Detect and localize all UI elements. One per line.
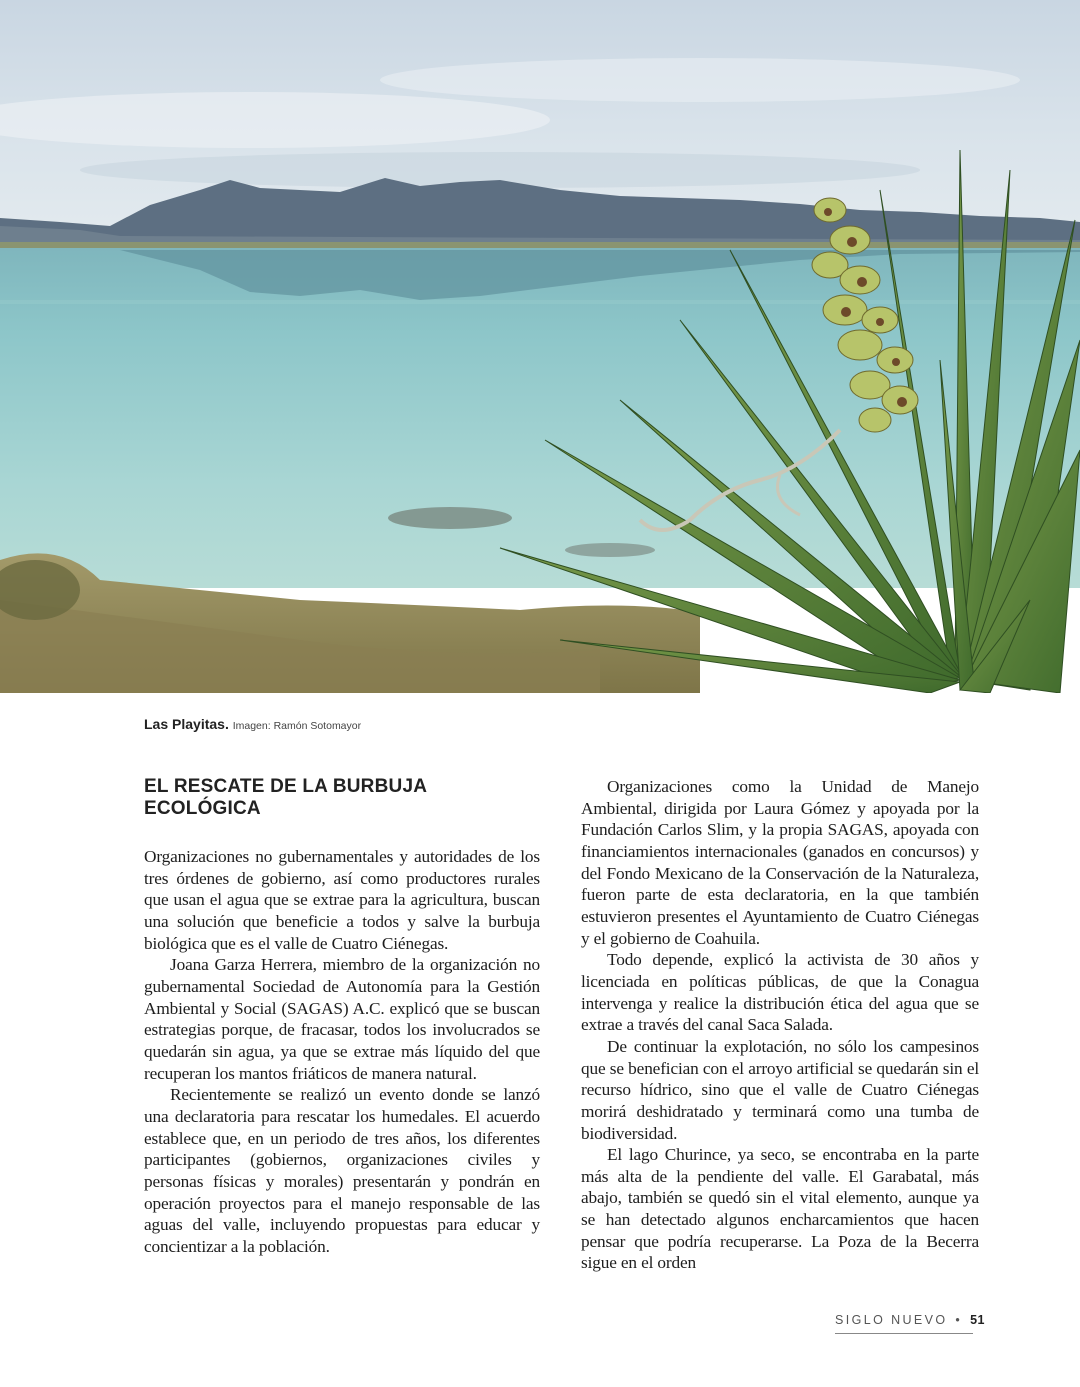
paragraph: El lago Churince, ya seco, se encontraba en la parte más alta de la pendiente del valle. El Garabatal, más abajo, también se quedó sin el vital elemento, aunque ya se han detectado algunos encharcamientos que hacen pensar que podría recuperarse. La Poza de la Becerra sigue en el orden (581, 1145, 979, 1273)
article-headline: EL RESCATE DE LA BURBUJA ECOLÓGICA (144, 776, 427, 819)
page-number: 51 (970, 1313, 985, 1327)
paragraph: Todo depende, explicó la activista de 30 años y licenciada en políticas públicas, de que la Conagua intervenga y realice la distribución ética del agua que se extrae a través del canal Saca Salada. (581, 950, 979, 1035)
caption-credit: Imagen: Ramón Sotomayor (232, 720, 362, 732)
caption-place: Las Playitas. (144, 716, 229, 732)
paragraph: Recientemente se realizó un evento donde se lanzó una declaratoria para rescatar los humedales. El acuerdo establece que, en un periodo de tres años, los diferentes participantes (gobiernos, organizaciones civiles y personas físicas y morales) presentarán y pondrán en operación proyectos para el manejo responsable de las aguas del valle, incluyendo propuestas para educar y concientizar a la población. (144, 1085, 540, 1256)
photo-caption (144, 716, 361, 732)
magazine-name: SIGLO NUEVO (835, 1313, 948, 1327)
paragraph: Organizaciones como la Unidad de Manejo Ambiental, dirigida por Laura Gómez y apoyada por la Fundación Carlos Slim, y la propia SAGAS, apoyada con financiamientos internacionales (ganados en concursos) y del Fondo Mexicano de la Conservación de la Naturaleza, fueron parte de esta declaratoria, en la que también estuvieron presentes el Ayuntamiento de Cuatro Ciénegas y el gobierno de Coahuila. (581, 777, 979, 948)
paragraph: De continuar la explotación, no sólo los campesinos que se benefician con el arroyo artificial se quedarán sin el recurso hídrico, sino que el valle de Cuatro Ciénegas morirá deshidratado y terminará como una tumba de biodiversidad. (581, 1036, 979, 1143)
paragraph: Joana Garza Herrera, miembro de la organización no gubernamental Sociedad de Autonomía para la Gestión Ambiental y Social (SAGAS) A.C. explicó que se buscan estrategias porque, de fracasar, todos los involucrados se quedarán sin agua, ya que se extrae más líquido del que recuperan los mantos friáticos de manera natural. (144, 955, 540, 1083)
landscape-photo (0, 0, 1080, 693)
paragraph: Organizaciones no gubernamentales y autoridades de los tres órdenes de gobierno, así como productores rurales que usan el agua que se extrae para la agricultura, buscan una solución que beneficie a todos y salve la burbuja biológica que es el valle de Cuatro Ciénegas. (144, 847, 540, 953)
left-column (144, 776, 540, 1257)
footer-separator: • (955, 1313, 963, 1327)
right-column (581, 776, 979, 1274)
page-footer (835, 1313, 985, 1334)
